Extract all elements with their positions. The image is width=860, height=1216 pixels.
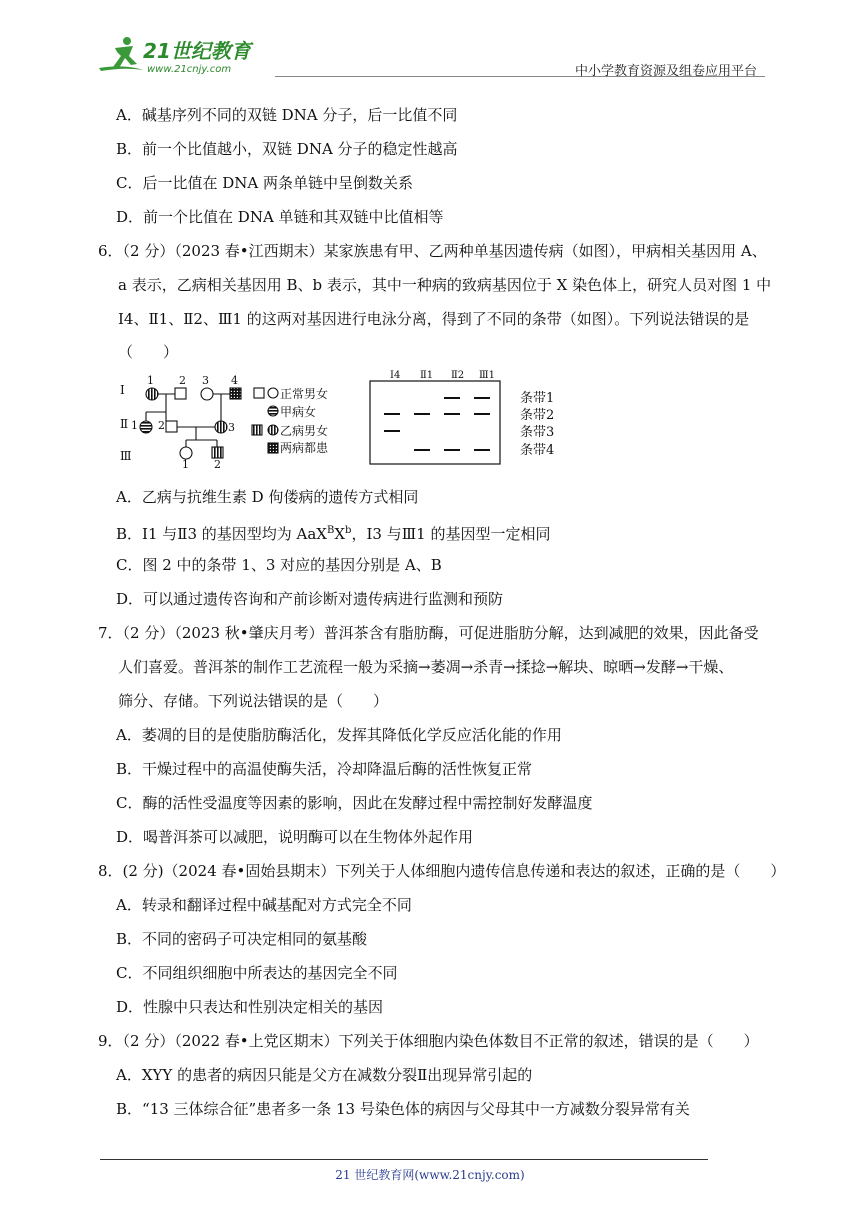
electrophoresis-figure	[370, 370, 554, 464]
pedigree-ii3	[215, 421, 227, 433]
svg-text:1: 1	[147, 374, 154, 387]
gen-label-1: Ⅰ	[120, 383, 125, 397]
q6-option-d: D．可以通过遗传咨询和产前诊断对遗传病进行监测和预防	[116, 590, 504, 608]
site-logo	[95, 34, 265, 76]
footer-rule	[100, 1159, 708, 1160]
svg-text:www.21cnjy.com: www.21cnjy.com	[147, 64, 232, 75]
pedigree-i3	[201, 388, 213, 400]
q8-option-b: B．不同的密码子可决定相同的氨基酸	[116, 930, 368, 948]
band-label-1: 条带1	[520, 391, 555, 406]
q5-option-d: D．前一个比值在 DNA 单链和其双链中比值相等	[116, 208, 444, 226]
lane-label-iii1: Ⅲ1	[479, 370, 496, 381]
svg-text:2: 2	[179, 374, 186, 387]
svg-text:2: 2	[158, 419, 165, 432]
lane-label-ii1: Ⅱ1	[420, 370, 434, 381]
q6-option-b: B．Ⅰ1 与Ⅱ3 的基因型均为 $AaX^BX^b$，Ⅰ3 与Ⅲ1 的基因型一定相同	[116, 525, 551, 543]
q6-figure	[118, 368, 558, 468]
legend-both: 两病都患	[280, 441, 329, 455]
q8-option-c: C．不同组织细胞中所表达的基因完全不同	[116, 964, 398, 982]
q6-stem-line3: Ⅰ4、Ⅱ1、Ⅱ2、Ⅲ1 的这两对基因进行电泳分离，得到了不同的条带（如图）。下列说法错误的是	[118, 310, 750, 328]
page-header	[95, 34, 765, 80]
q6-stem-line2: a 表示，乙病相关基因用 B、b 表示，其中一种病的致病基因位于 X 染色体上，研究人员对图 1 中	[118, 276, 772, 294]
q6-option-a: A．乙病与抗维生素 D 佝偻病的遗传方式相同	[116, 488, 419, 506]
q9-stem: 9．（2 分）（2022 春•上党区期末）下列关于体细胞内染色体数目不正常的叙述，错误的是（ ）	[98, 1032, 759, 1050]
page-footer: 21 世纪教育网(www.21cnjy.com)	[335, 1168, 525, 1182]
svg-text:3: 3	[228, 421, 235, 434]
q8-stem: 8．(2 分)（2024 春•固始县期末）下列关于人体细胞内遗传信息传递和表达的叙述，正确的是（ ）	[98, 862, 786, 880]
legend-disease-a: 甲病女	[280, 405, 317, 419]
header-tagline: 中小学教育资源及组卷应用平台	[574, 64, 757, 79]
legend-disease-b: 乙病男女	[280, 424, 329, 438]
pedigree-ii2	[166, 421, 177, 432]
pedigree-i2	[175, 388, 186, 399]
pedigree-iii2	[212, 447, 223, 458]
svg-text:1: 1	[182, 458, 189, 468]
q7-option-b: B．干燥过程中的高温使酶失活，冷却降温后酶的活性恢复正常	[116, 760, 533, 778]
gen-label-3: Ⅲ	[120, 449, 132, 463]
q8-option-d: D．性腺中只表达和性别决定相关的基因	[116, 998, 384, 1016]
gen-label-2: Ⅱ	[120, 417, 129, 431]
q7-stem-line1: 7．（2 分）（2023 秋•肇庆月考）普洱茶含有脂肪酶，可促进脂肪分解，达到减肥的效果，因此备受	[98, 624, 759, 642]
svg-text:4: 4	[231, 374, 238, 387]
legend-normal: 正常男女	[280, 387, 329, 401]
lane-label-ii2: Ⅱ2	[451, 370, 465, 381]
q5-option-c: C．后一比值在 DNA 两条单链中呈倒数关系	[116, 174, 413, 192]
band-label-2: 条带2	[520, 408, 555, 423]
band-label-4: 条带4	[520, 443, 555, 458]
q6-stem-line4: （ ）	[118, 343, 179, 361]
lane-label-i4: Ⅰ4	[390, 370, 401, 381]
pedigree-legend	[252, 386, 329, 455]
pedigree-chart	[120, 374, 241, 468]
pedigree-i1	[146, 388, 158, 400]
pedigree-ii1	[140, 421, 152, 433]
q5-option-a: A．碱基序列不同的双链 DNA 分子，后一比值不同	[116, 106, 458, 124]
q6-stem-line1: 6．（2 分）（2023 春•江西期末）某家族患有甲、乙两种单基因遗传病（如图），甲病相关基因用 A、	[98, 242, 767, 260]
q7-stem-line3: 筛分、存储。下列说法错误的是（ ）	[118, 692, 389, 710]
q9-option-b: B．“13 三体综合征”患者多一条 13 号染色体的病因与父母其中一方减数分裂异常有关	[116, 1100, 690, 1118]
svg-text:3: 3	[202, 374, 209, 387]
q7-stem-line2: 人们喜爱。普洱茶的制作工艺流程一般为采摘→萎凋→杀青→揉捻→解块、晾晒→发酵→干燥、	[118, 658, 734, 676]
q6-option-c: C．图 2 中的条带 1、3 对应的基因分别是 A、B	[116, 556, 442, 574]
q8-option-a: A．转录和翻译过程中碱基配对方式完全不同	[116, 896, 412, 914]
q5-option-b: B．前一个比值越小，双链 DNA 分子的稳定性越高	[116, 140, 458, 158]
q9-option-a: A．XYY 的患者的病因只能是父方在减数分裂Ⅱ出现异常引起的	[116, 1066, 533, 1084]
svg-text:21世纪教育: 21世纪教育	[143, 39, 251, 63]
pedigree-i4	[230, 388, 241, 399]
svg-text:1: 1	[131, 419, 138, 432]
q7-option-a: A．萎凋的目的是使脂肪酶活化，发挥其降低化学反应活化能的作用	[116, 726, 562, 744]
svg-text:2: 2	[214, 458, 221, 468]
q7-option-c: C．酶的活性受温度等因素的影响，因此在发酵过程中需控制好发酵温度	[116, 794, 593, 812]
band-label-3: 条带3	[520, 425, 555, 440]
q7-option-d: D．喝普洱茶可以减肥，说明酶可以在生物体外起作用	[116, 828, 474, 846]
